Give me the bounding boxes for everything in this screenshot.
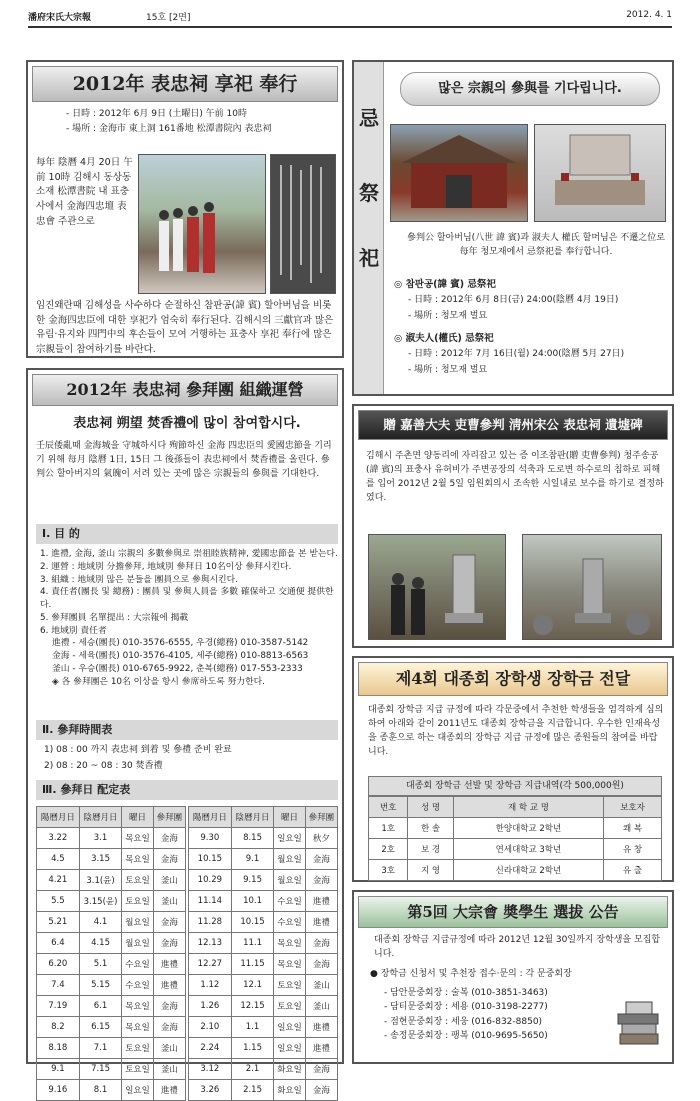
table-row [189, 1038, 338, 1059]
table-row [37, 996, 186, 1017]
section-title: 第5回 大宗會 奬學生 選拔 公告 [358, 896, 668, 928]
table-cell: 金海 [305, 849, 337, 870]
table-row [37, 1038, 186, 1059]
list-item: 1. 進禮, 金海, 釜山 宗親의 多數參與로 崇祖睦族精神, 愛國忠節을 본 받는다. [40, 549, 338, 559]
table-cell: 金海 [305, 933, 337, 954]
invite-banner: 많은 宗親의 參與를 기다립니다. [400, 72, 660, 106]
table-row [189, 996, 338, 1017]
table-cell: 토요일 [274, 975, 305, 996]
col-header: 陰曆月日 [231, 807, 274, 828]
table-cell: 9.1 [231, 849, 274, 870]
table-cell: 12.13 [189, 933, 232, 954]
col-header: 陽曆月日 [189, 807, 232, 828]
section-忌祭祀 [352, 60, 674, 396]
issue-label: 15호 [2면] [146, 13, 191, 23]
table-cell: 2.10 [189, 1017, 232, 1038]
table-row [369, 839, 662, 860]
col-header: 보호자 [604, 797, 662, 818]
contact-item: 釜山 - 우승(團長) 010-6765-9922, 춘복(總務) 017-553-2333 [52, 663, 303, 674]
table-cell: 進禮 [153, 954, 185, 975]
table-row [189, 933, 338, 954]
table-cell: 金海 [305, 1080, 337, 1101]
table-cell: 화요일 [274, 1059, 305, 1080]
table-cell: 토요일 [274, 996, 305, 1017]
article-body: 대종회 장학금 지급 규정에 따라 각문중에서 추천한 학생들을 엄격하게 심의하여 아래와 같이 2011년도 대종회 장학금을 지급합니다. 우수한 인재육성을 종훈으로 하는 대종회의 장학금 지급 규정에 많은 종원들의 참여를 바랍니다. [368, 705, 664, 757]
event-place: - 場所 : 金海市 東上洞 161番地 松潭書院內 表忠祠 [66, 124, 272, 134]
table-cell: 토요일 [122, 1038, 153, 1059]
table-cell: 12.15 [231, 996, 274, 1017]
list-item: 2. 運營 : 地域別 分擔參拜, 地域別 參拜日 10名이상 參拜시킨다. [40, 561, 292, 572]
table-cell: 한 솔 [408, 818, 453, 839]
purpose-list [40, 548, 338, 688]
time-2: 2) 08 : 20 ~ 08 : 30 焚香禮 [44, 761, 163, 771]
table-cell: 2호 [369, 839, 408, 860]
table-cell: 2.24 [189, 1038, 232, 1059]
contact-item: 金海 - 세육(團長) 010-3576-4105, 세주(總務) 010-8813-6563 [52, 651, 309, 661]
section-title: 제4회 대종회 장학생 장학금 전달 [358, 662, 668, 696]
side-char-1: 忌 [359, 106, 379, 130]
table-cell: 목요일 [122, 996, 153, 1017]
table-row [37, 849, 186, 870]
table-row [37, 954, 186, 975]
table-row [189, 954, 338, 975]
table-cell: 11.28 [189, 912, 232, 933]
col-header: 번호 [369, 797, 408, 818]
table-cell: 進禮 [153, 975, 185, 996]
table-cell: 7.1 [79, 1038, 122, 1059]
table-cell: 2.15 [231, 1080, 274, 1101]
table-cell: 進禮 [153, 1080, 185, 1101]
table-cell: 釜山 [305, 996, 337, 1017]
table-cell: 3.26 [189, 1080, 232, 1101]
col-header: 曜日 [274, 807, 305, 828]
side-char-3: 祀 [359, 246, 379, 270]
table-cell: 進禮 [305, 1038, 337, 1059]
contact-item: - 담티문중회장 : 세용 (010-3198-2277) [384, 1002, 548, 1013]
article-body: 대종회 장학금 지급규정에 따라 2012년 12월 30일까지 장학생을 모집합니다. [374, 935, 661, 959]
article-body-2: 임진왜란때 김해성을 사수하다 순절하신 참판공(諱 賓) 할아버님을 비롯한 金海四忠臣에 대한 享祀가 엄숙히 奉行된다. 김해시의 三獻官과 많은 유림·유지와 四門中의 후손들이 모여 거행하는 표충사 享祀 奉行에 많은 宗親들이 참여하기를 바란다. [36, 300, 334, 356]
table-cell: 釜山 [153, 1059, 185, 1080]
table-row [37, 1080, 186, 1101]
table-cell: 8.15 [231, 828, 274, 849]
table-cell: 秋夕 [305, 828, 337, 849]
table-cell: 6.4 [37, 933, 80, 954]
tablet-photo [270, 154, 336, 294]
heading-schedule: Ⅱ. 參拜時間表 [36, 720, 338, 740]
table-caption: 대종회 장학금 선발 및 장학금 지급내역(각 500,000원) [368, 776, 662, 796]
table-cell: 金海 [153, 912, 185, 933]
rite-b-date: - 日時 : 2012年 7月 16日(월) 24:00(陰曆 5月 27日) [408, 349, 625, 359]
rite-a-title: ◎ 참판공(諱 賓) 忌祭祀 [394, 279, 496, 290]
col-header: 參拜團 [305, 807, 337, 828]
table-cell: 일요일 [274, 1038, 305, 1059]
table-cell: 進禮 [305, 891, 337, 912]
table-row [189, 912, 338, 933]
monument-icon [523, 535, 661, 639]
table-cell: 8.1 [79, 1080, 122, 1101]
table-row [37, 933, 186, 954]
scholarship-table [368, 796, 662, 881]
section-scholarship-award [352, 656, 674, 882]
rite-b-place: - 場所 : 청모재 벌묘 [408, 365, 488, 375]
list-item: 4. 責任者(團長 및 總務) : 團員 및 參與人員을 多數 確保하고 交通便 提供한다. [40, 587, 334, 610]
table-row [189, 1059, 338, 1080]
lead-line: ● 장학금 신청서 및 추천장 접수·문의 : 각 문중회장 [370, 969, 572, 979]
table-cell: 5.5 [37, 891, 80, 912]
table-cell: 1.1 [231, 1017, 274, 1038]
monument-photo-1 [368, 534, 506, 640]
contact-item: 進禮 - 세승(團長) 010-3576-6555, 우경(總務) 010-3587-5142 [52, 638, 309, 649]
roster-table-left [36, 806, 186, 1101]
table-cell: 수요일 [274, 891, 305, 912]
issue-date: 2012. 4. 1 [626, 10, 672, 20]
ceremony-people-icon [139, 155, 265, 293]
table-cell: 토요일 [122, 891, 153, 912]
table-row [37, 975, 186, 996]
article-body: 김해시 주촌면 양동리에 자리잡고 있는 증 이조참판(贈 吏曹參判) 청주송공(諱 賓)의 표충사 유허비가 주변공장의 석축과 도로변 하수로의 침하로 피해를 입어 2012년 2월 5일 임원회의시 조속한 시일내로 보수를 하기로 결정하였다. [366, 451, 664, 503]
section-遺墟碑 [352, 404, 674, 648]
table-cell: 월요일 [122, 933, 153, 954]
table-cell: 1호 [369, 818, 408, 839]
table-cell: 2.1 [231, 1059, 274, 1080]
table-cell: 10.29 [189, 870, 232, 891]
table-cell: 연세대학교 3학년 [453, 839, 603, 860]
list-item: 3. 組織 : 地域別 많은 분들을 團員으로 參與시킨다. [40, 574, 238, 585]
table-row [37, 870, 186, 891]
table-cell: 10.1 [231, 891, 274, 912]
table-cell: 3호 [369, 860, 408, 881]
table-row [37, 828, 186, 849]
col-header: 曜日 [122, 807, 153, 828]
table-cell: 3.15(윤) [79, 891, 122, 912]
section-參拜團 [26, 368, 344, 1096]
note: ◈ 各 參拜團은 10名 이상을 항시 參席하도록 努力한다. [52, 676, 265, 687]
table-cell: 월요일 [274, 849, 305, 870]
table-cell: 6.20 [37, 954, 80, 975]
table-cell: 월요일 [274, 870, 305, 891]
table-cell: 월요일 [122, 912, 153, 933]
table-row [189, 828, 338, 849]
table-cell: 목요일 [274, 954, 305, 975]
side-char-2: 祭 [359, 181, 379, 205]
contact-item: - 송정문중회장 : 팽복 (010-9695-5650) [384, 1031, 548, 1042]
ceremony-photo [138, 154, 266, 294]
col-header: 陰曆月日 [79, 807, 122, 828]
table-cell: 목요일 [274, 933, 305, 954]
heading-roster: Ⅲ. 參拜日 配定表 [36, 780, 338, 800]
section-title: 贈 嘉善大夫 吏曹參判 淸州宋公 表忠祠 遺墟碑 [358, 410, 668, 440]
table-cell: 進禮 [305, 912, 337, 933]
section-享祀 [26, 60, 344, 358]
table-cell: 보 경 [408, 839, 453, 860]
table-cell: 3.15 [79, 849, 122, 870]
table-cell: 지 영 [408, 860, 453, 881]
table-cell: 9.1 [37, 1059, 80, 1080]
table-cell: 3.22 [37, 828, 80, 849]
table-row [189, 891, 338, 912]
shrine-building-icon [391, 125, 527, 221]
table-cell: 5.1 [79, 954, 122, 975]
table-cell: 유 출 [604, 860, 662, 881]
table-cell: 7.15 [79, 1059, 122, 1080]
table-cell: 7.4 [37, 975, 80, 996]
table-cell: 토요일 [122, 870, 153, 891]
table-cell: 화요일 [274, 1080, 305, 1101]
table-row [189, 870, 338, 891]
table-cell: 金海 [305, 870, 337, 891]
section-title: 2012年 表忠祠 享祀 奉行 [32, 66, 338, 102]
table-cell: 쾌 복 [604, 818, 662, 839]
table-row [189, 1017, 338, 1038]
table-cell: 5.21 [37, 912, 80, 933]
event-date: - 日時 : 2012年 6月 9日 (土曜日) 午前 10時 [66, 109, 247, 119]
table-cell: 토요일 [122, 1059, 153, 1080]
table-cell: 12.27 [189, 954, 232, 975]
table-cell: 4.1 [79, 912, 122, 933]
table-row [189, 1080, 338, 1101]
table-cell: 釜山 [153, 870, 185, 891]
table-cell: 수요일 [122, 954, 153, 975]
table-cell: 4.21 [37, 870, 80, 891]
table-cell: 3.12 [189, 1059, 232, 1080]
table-cell: 목요일 [122, 828, 153, 849]
rite-b-title: ◎ 淑夫人(權氏) 忌祭祀 [394, 333, 494, 344]
table-cell: 金海 [153, 849, 185, 870]
table-cell: 3.1 [79, 828, 122, 849]
table-cell: 9.15 [231, 870, 274, 891]
table-cell: 4.15 [79, 933, 122, 954]
col-header: 陽曆月日 [37, 807, 80, 828]
contact-list [384, 986, 624, 1044]
shrine-photo [390, 124, 528, 222]
table-cell: 金海 [305, 954, 337, 975]
table-cell: 7.19 [37, 996, 80, 1017]
contact-item: - 점현문중회장 : 세웅 (016-832-8850) [384, 1016, 543, 1027]
table-cell: 10.15 [231, 912, 274, 933]
table-cell: 釜山 [153, 1038, 185, 1059]
table-cell: 11.15 [231, 954, 274, 975]
rite-a-place: - 場所 : 청모재 벌묘 [408, 311, 488, 321]
table-cell: 釜山 [153, 891, 185, 912]
page-header [28, 6, 672, 28]
table-cell: 수요일 [274, 912, 305, 933]
table-cell: 釜山 [305, 975, 337, 996]
table-cell: 신라대학교 2학년 [453, 860, 603, 881]
table-cell: 金海 [153, 1017, 185, 1038]
col-header: 성 명 [408, 797, 453, 818]
side-label [354, 62, 384, 394]
paper-name: 潘府宋氏大宗報 [28, 13, 92, 23]
altar-icon [535, 125, 665, 221]
table-cell: 한양대학교 2학년 [453, 818, 603, 839]
table-cell: 10.15 [189, 849, 232, 870]
heading-purpose: Ⅰ. 目 的 [36, 524, 338, 544]
table-cell: 일요일 [122, 1080, 153, 1101]
table-cell: 8.18 [37, 1038, 80, 1059]
table-cell: 5.15 [79, 975, 122, 996]
table-cell: 9.30 [189, 828, 232, 849]
table-cell: 일요일 [274, 828, 305, 849]
table-cell: 유 창 [604, 839, 662, 860]
altar-photo [534, 124, 666, 222]
list-item: 5. 參拜團員 名單提出 : 大宗報에 揭載 [40, 612, 189, 623]
article-body-1: 每年 陰曆 4月 20日 午前 10時 김해시 동상동 소재 松潭書院 내 표충사에서 金海四忠壇 表忠會 주관으로 [36, 157, 133, 227]
table-cell: 6.1 [79, 996, 122, 1017]
table-cell: 4.5 [37, 849, 80, 870]
table-cell: 목요일 [122, 1017, 153, 1038]
memorial-intro: 參判公 할아버님(八世 諱 賓)과 淑夫人 權氏 할머님은 不遷之位로 每年 청모재에서 忌祭祀를 奉行합니다. [407, 233, 665, 257]
table-cell: 金海 [153, 996, 185, 1017]
table-row [37, 891, 186, 912]
table-cell: 목요일 [122, 849, 153, 870]
monument-icon [369, 535, 505, 639]
table-cell: 수요일 [122, 975, 153, 996]
table-row [189, 975, 338, 996]
table-row [37, 1059, 186, 1080]
headline: 表忠祠 朔望 焚香禮에 많이 참여합시다. [73, 416, 301, 431]
section-scholarship-notice [352, 890, 674, 1064]
article-body: 壬辰倭亂때 金海城을 守城하시다 殉節하신 金海 四忠臣의 愛國忠節을 기리기 위해 每月 陰曆 1日, 15日 그 後孫들이 表忠祠에서 焚香禮를 올린다. 參判公 할아버지의 氣魄이 서려 있는 곳에 많은 宗親들의 參與를 기대한다. [36, 441, 332, 479]
table-cell: 1.26 [189, 996, 232, 1017]
tablet-text-icon [271, 155, 335, 293]
table-cell: 11.1 [231, 933, 274, 954]
table-cell: 3.1(윤) [79, 870, 122, 891]
rite-a-date: - 日時 : 2012年 6月 8日(금) 24:00(陰曆 4月 19日) [408, 295, 619, 305]
table-cell: 6.15 [79, 1017, 122, 1038]
table-cell: 1.15 [231, 1038, 274, 1059]
table-row [189, 849, 338, 870]
table-row [37, 1017, 186, 1038]
table-row [37, 912, 186, 933]
table-row [369, 860, 662, 881]
contact-item: - 담안문중회장 : 술복 (010-3851-3463) [384, 988, 548, 998]
roster-table-right [188, 806, 338, 1101]
col-header: 參拜團 [153, 807, 185, 828]
table-cell: 11.14 [189, 891, 232, 912]
table-cell: 進禮 [305, 1017, 337, 1038]
table-cell: 金海 [153, 828, 185, 849]
table-cell: 12.1 [231, 975, 274, 996]
table-cell: 1.12 [189, 975, 232, 996]
time-1: 1) 08 : 00 까지 表忠祠 到着 및 參禮 준비 완료 [44, 745, 232, 755]
table-cell: 8.2 [37, 1017, 80, 1038]
table-cell: 일요일 [274, 1017, 305, 1038]
table-cell: 9.16 [37, 1080, 80, 1101]
table-cell: 金海 [305, 1059, 337, 1080]
section-title: 2012年 表忠祠 參拜團 組織運營 [32, 374, 338, 406]
books-icon [616, 996, 662, 1052]
col-header: 재 학 교 명 [453, 797, 603, 818]
monument-photo-2 [522, 534, 662, 640]
table-cell: 金海 [153, 933, 185, 954]
table-row [369, 818, 662, 839]
list-item: 6. 地域別 責任者 [40, 625, 107, 636]
